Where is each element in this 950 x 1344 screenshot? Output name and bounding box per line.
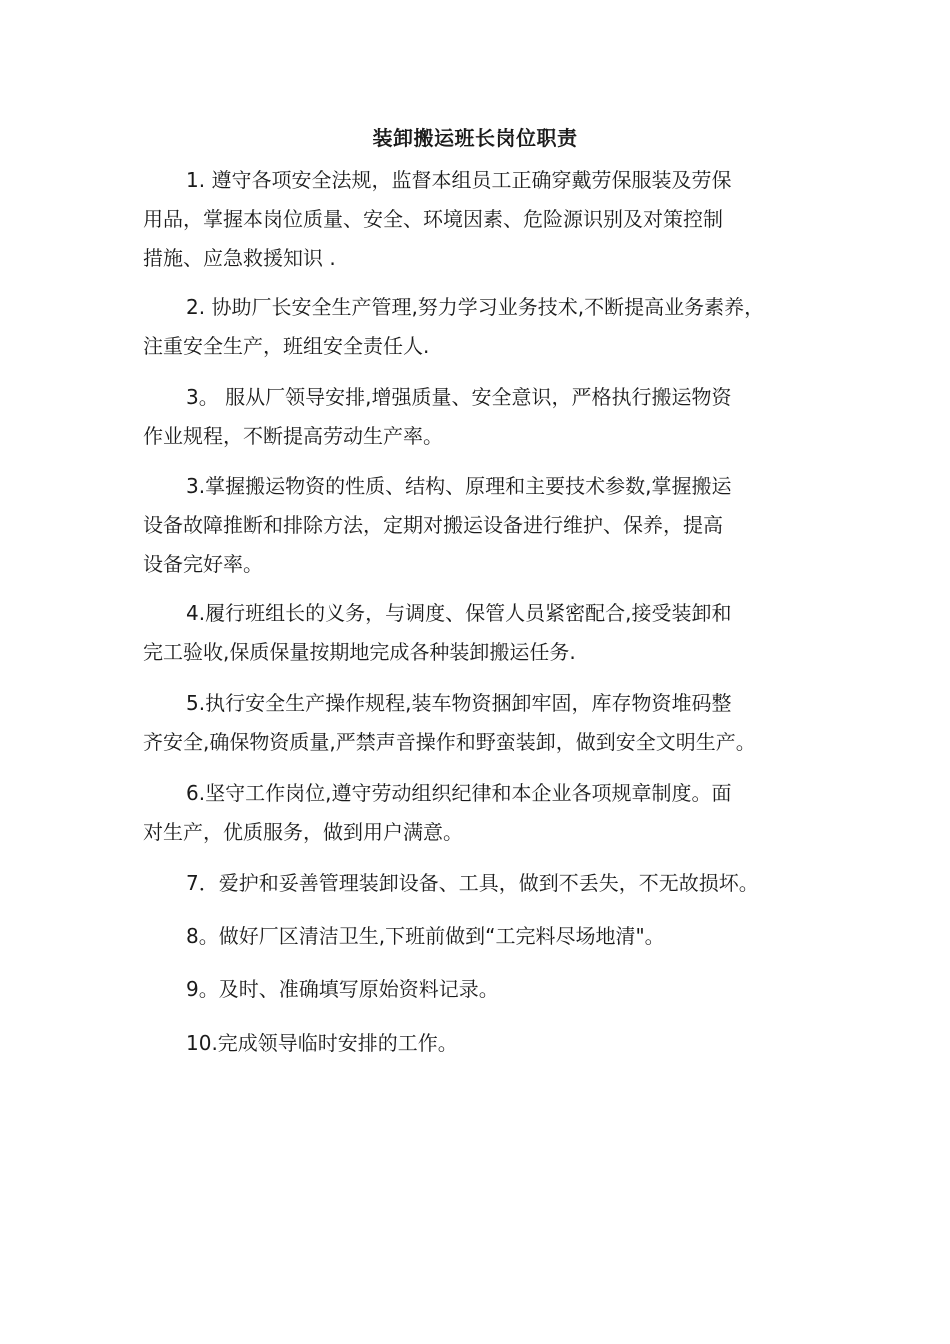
duty-item-1 (143, 161, 823, 278)
duty-line: 齐安全,确保物资质量,严禁声音操作和野蛮装卸，做到安全文明生产。 (143, 730, 756, 754)
duty-line: 8。做好厂区清洁卫生,下班前做到“工完料尽场地清"。 (186, 924, 665, 948)
duty-item-3 (143, 378, 823, 456)
duty-line: 完工验收,保质保量按期地完成各种装卸搬运任务. (143, 640, 576, 664)
duty-item-8 (143, 864, 823, 903)
duty-line: 3。 服从厂领导安排,增强质量、安全意识，严格执行搬运物资 (186, 385, 732, 409)
duty-line: 设备故障推断和排除方法，定期对搬运设备进行维护、保养，提高 (143, 513, 723, 537)
duty-line: 10.完成领导临时安排的工作。 (186, 1031, 458, 1055)
duty-line: 9。及时、准确填写原始资料记录。 (186, 977, 499, 1001)
duty-item-4 (143, 467, 823, 584)
duty-item-6 (143, 684, 823, 762)
duty-line: 7．爱护和妥善管理装卸设备、工具，做到不丢失，不无故损坏。 (186, 871, 759, 895)
duty-line: 2. 协助厂长安全生产管理,努力学习业务技术,不断提高业务素养， (186, 295, 765, 319)
duty-line: 用品，掌握本岗位质量、安全、环境因素、危险源识别及对策控制 (143, 207, 723, 231)
duty-line: 注重安全生产，班组安全责任人. (143, 334, 430, 358)
duty-line: 措施、应急救援知识 . (143, 246, 336, 270)
duty-line: 3.掌握搬运物资的性质、结构、原理和主要技术参数,掌握搬运 (186, 474, 732, 498)
duty-line: 1. 遵守各项安全法规，监督本组员工正确穿戴劳保服装及劳保 (186, 168, 732, 192)
duty-line: 设备完好率。 (143, 552, 263, 576)
duty-item-11 (143, 1024, 823, 1063)
document-title: 装卸搬运班长岗位职责 (372, 126, 578, 150)
duty-line: 5.执行安全生产操作规程,装车物资捆卸牢固，库存物资堆码整 (186, 691, 732, 715)
duty-line: 4.履行班组长的义务，与调度、保管人员紧密配合,接受装卸和 (186, 601, 732, 625)
duty-item-2 (143, 288, 823, 366)
duty-line: 作业规程，不断提高劳动生产率。 (143, 424, 443, 448)
duty-item-7 (143, 774, 823, 852)
duty-line: 对生产，优质服务，做到用户满意。 (143, 820, 463, 844)
duty-item-10 (143, 970, 823, 1009)
duty-item-9 (143, 917, 823, 956)
duty-item-5 (143, 594, 823, 672)
duty-line: 6.坚守工作岗位,遵守劳动组织纪律和本企业各项规章制度。面 (186, 781, 732, 805)
